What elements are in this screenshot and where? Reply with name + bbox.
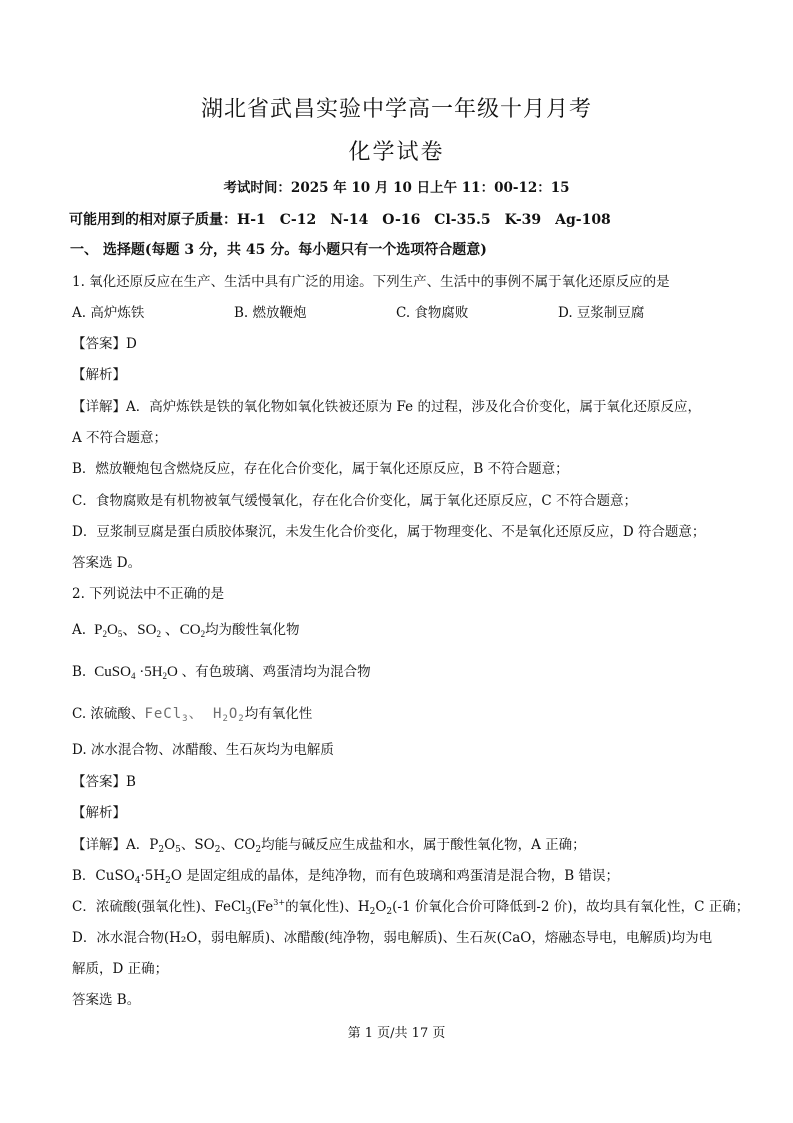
q2-option-a — [72, 621, 300, 639]
exam-title: 湖北省武昌实验中学高一年级十月月考 — [200, 97, 592, 122]
q2-detail-line-2: B．$CuSO_4\cdot 5H_2O$ 是固定组成的晶体，是纯净物，而有色玻璃和鸡蛋清是混合物，B 错误； — [72, 868, 619, 886]
q2-option-c-label: C. 浓硫酸、 — [72, 706, 145, 722]
q2-detail-line-4: D．冰水混合物(H₂O，弱电解质)、冰醋酸(纯净物，弱电解质)、生石灰(CaO，熔融态导电，电解质)均为电 — [72, 930, 713, 946]
atomic-mass-line: 可能用到的相对原子质量：H-1 C-12 N-14 O-16 Cl-35.5 K-39 Ag-108 — [69, 212, 611, 228]
q2-option-d: D. 冰水混合物、冰醋酸、生石灰均为电解质 — [72, 742, 334, 758]
q2-detail-a-post: 均能与碱反应生成盐和水，属于酸性氧化物，A 正确； — [261, 837, 586, 853]
q2-analysis-label: 【解析】 — [72, 805, 126, 821]
q2-detail-line-3: C．浓硫酸(强氧化性)、$FeCl_3(Fe^{3+}$的氧化性)、$H_2O_2(-1$ 价氧化合价可降低到-2 价)，故均具有氧化性，C 正确； — [72, 898, 750, 917]
q1-detail-line-3: B．燃放鞭炮包含燃烧反应，存在化合价变化，属于氧化还原反应，B 不符合题意； — [72, 461, 569, 477]
q2-detail-line-1: 【详解】A．$P_2O_5$、$SO_2$、$CO_2$均能与碱反应生成盐和水，属于酸性氧化物，A 正确； — [72, 837, 586, 855]
q2-option-c-formulas: FeCl$_3$、 $H_2O_2$ — [144, 706, 245, 724]
q1-option-d: D. 豆浆制豆腐 — [558, 305, 645, 321]
q2-detail-c-post: (-1 价氧化合价可降低到-2 价)，故均具有氧化性，C 正确； — [392, 899, 750, 915]
q2-answer: 【答案】B — [72, 774, 136, 790]
q2-detail-line-5: 解质，D 正确； — [72, 961, 169, 977]
q1-detail-line-1: 【详解】A．高炉炼铁是铁的氧化物如氧化铁被还原为 Fe 的过程，涉及化合价变化，属于氧化还原反应， — [72, 399, 701, 415]
q1-detail-line-4: C．食物腐败是有机物被氧气缓慢氧化，存在化合价变化，属于氧化还原反应，C 不符合题意； — [72, 493, 637, 509]
q2-option-b — [72, 663, 371, 681]
q2-detail-b-post: 是固定组成的晶体，是纯净物，而有色玻璃和鸡蛋清是混合物，B 错误； — [186, 868, 619, 884]
q1-analysis-label: 【解析】 — [72, 367, 126, 383]
q1-conclusion: 答案选 D。 — [72, 555, 142, 571]
q2-option-c — [72, 705, 312, 723]
q2-option-a-tail: 均为酸性氧化物 — [205, 622, 300, 638]
q1-option-a: A. 高炉炼铁 — [72, 305, 145, 321]
q2-conclusion: 答案选 B。 — [72, 992, 141, 1008]
q1-option-b: B. 燃放鞭炮 — [234, 305, 307, 321]
exam-time: 考试时间：2025 年 10 月 10 日上午 11：00-12：15 — [223, 180, 570, 196]
q1-detail-line-2: A 不符合题意； — [72, 430, 168, 446]
q2-stem: 2. 下列说法中不正确的是 — [72, 586, 225, 602]
page-number: 第 1 页/共 17 页 — [347, 1026, 446, 1041]
section-heading: 一、 选择题(每题 3 分，共 45 分。每小题只有一个选项符合题意) — [70, 242, 487, 258]
q2-option-a-formulas: $P_2O_5$、$SO_2$ 、$CO_2$ — [90, 622, 206, 639]
q2-detail-c-pre: C．浓硫酸(强氧化性)、FeCl — [72, 899, 246, 915]
q1-option-c: C. 食物腐败 — [396, 305, 469, 321]
q2-option-c-tail: 均有氧化性 — [244, 706, 313, 722]
q2-option-b-tail: 、有色玻璃、鸡蛋清均为混合物 — [181, 664, 371, 680]
q1-detail-line-5: D．豆浆制豆腐是蛋白质胶体聚沉，未发生化合价变化，属于物理变化、不是氧化还原反应，D 符合题意； — [72, 524, 706, 540]
q2-option-b-formula: CuSO$_4$ $\cdot 5H_2O$ — [90, 664, 182, 681]
exam-subtitle: 化学试卷 — [348, 140, 445, 165]
q2-option-a-label: A. — [72, 622, 87, 638]
q2-detail-a-pre: 【详解】A．P — [72, 837, 159, 853]
q2-option-b-label: B. — [72, 664, 87, 680]
q1-answer: 【答案】D — [72, 336, 137, 352]
q1-stem: 1. 氧化还原反应在生产、生活中具有广泛的用途。下列生产、生活中的事例不属于氧化还原反应的是 — [72, 274, 670, 290]
